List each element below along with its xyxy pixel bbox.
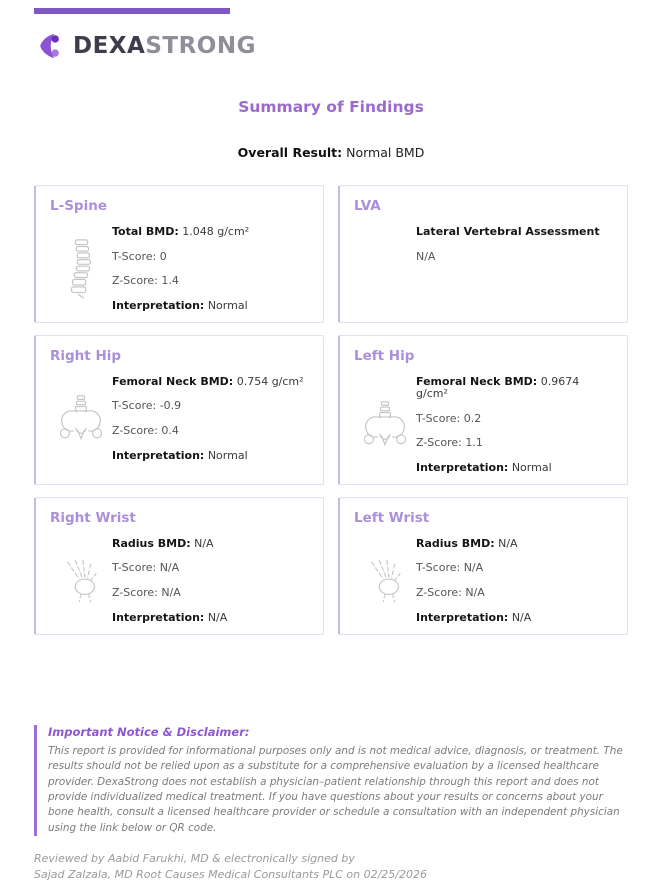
metric-value: N/A bbox=[463, 561, 484, 575]
metric-label: Total BMD: bbox=[112, 225, 179, 238]
metric-value: Normal bbox=[511, 460, 552, 474]
interpretation-row bbox=[112, 450, 309, 462]
card-title: LVA bbox=[354, 198, 381, 214]
hand-icon bbox=[354, 538, 416, 624]
signature-line-1: Reviewed by Aabid Farukhi, MD & electronically signed by bbox=[34, 852, 355, 866]
header-accent-bar bbox=[34, 8, 230, 14]
metric-value: N/A bbox=[194, 536, 214, 550]
card-title: Left Hip bbox=[354, 347, 415, 364]
metric-label: T-Score: bbox=[416, 561, 461, 575]
interpretation-row bbox=[416, 462, 613, 474]
card-right-wrist bbox=[34, 497, 324, 635]
metric-label: T-Score: bbox=[112, 399, 157, 413]
t-score-row bbox=[112, 400, 309, 412]
hand-icon bbox=[50, 538, 112, 624]
card-left-wrist bbox=[338, 497, 628, 635]
lva-value-row bbox=[416, 251, 613, 263]
signature-line-2: Sajad Zalzala, MD Root Causes Medical Consultants PLC on 02/25/2026 bbox=[34, 868, 428, 881]
overall-result-label: Overall Result: bbox=[237, 145, 343, 160]
findings-grid bbox=[34, 185, 628, 635]
metric-label: Radius BMD: bbox=[112, 536, 191, 550]
z-score-row bbox=[416, 437, 613, 449]
card-title: Right Hip bbox=[50, 347, 122, 364]
metric-value: 0 bbox=[159, 249, 167, 263]
metric-label: Interpretation: bbox=[112, 610, 205, 624]
bmd-row bbox=[416, 538, 613, 550]
bmd-row bbox=[112, 226, 309, 238]
metric-value: 0.4 bbox=[161, 424, 179, 438]
metric-label: Lateral Vertebral Assessment bbox=[416, 225, 600, 238]
metric-label: Interpretation: bbox=[112, 448, 205, 462]
metric-label: Femoral Neck BMD: bbox=[416, 374, 538, 388]
interpretation-row bbox=[112, 612, 309, 624]
z-score-row bbox=[112, 275, 309, 287]
metric-value: 1.048 g/cm² bbox=[182, 225, 250, 238]
metric-label: T-Score: bbox=[112, 249, 157, 263]
logo-wordmark bbox=[73, 33, 256, 59]
metric-label: T-Score: bbox=[416, 411, 461, 425]
t-score-row bbox=[416, 562, 613, 574]
metric-value: N/A bbox=[159, 561, 180, 575]
pelvis-icon bbox=[50, 376, 112, 462]
metric-label: Z-Score: bbox=[416, 436, 462, 450]
z-score-row bbox=[416, 587, 613, 599]
metric-value: 1.4 bbox=[161, 274, 179, 288]
metric-value: N/A bbox=[465, 586, 485, 600]
logo-word-primary: DEXA bbox=[73, 33, 146, 59]
card-left-hip bbox=[338, 335, 628, 485]
spine-icon bbox=[50, 226, 112, 312]
empty-icon-slot bbox=[354, 226, 416, 263]
logo bbox=[34, 27, 628, 65]
metric-value: N/A bbox=[498, 536, 518, 550]
overall-result-value: Normal BMD bbox=[346, 145, 425, 160]
metric-value: 0.754 g/cm² bbox=[236, 374, 304, 388]
metric-value: 0.9674 g/cm² bbox=[416, 374, 580, 400]
z-score-row bbox=[112, 425, 309, 437]
card-right-hip bbox=[34, 335, 324, 485]
card-title: Right Wrist bbox=[50, 509, 136, 526]
card-title: L-Spine bbox=[50, 198, 107, 214]
card-l-spine bbox=[34, 185, 324, 323]
metric-value: Normal bbox=[207, 298, 248, 312]
page-title: Summary of Findings bbox=[238, 98, 424, 116]
signature-block bbox=[34, 851, 628, 883]
card-title: Left Wrist bbox=[354, 509, 430, 526]
z-score-row bbox=[112, 587, 309, 599]
metric-label: T-Score: bbox=[112, 561, 157, 575]
metric-value: N/A bbox=[207, 610, 228, 624]
metric-value: 1.1 bbox=[465, 436, 483, 450]
bmd-row bbox=[112, 538, 309, 550]
metric-value: -0.9 bbox=[159, 399, 182, 413]
metric-label: Z-Score: bbox=[112, 424, 158, 438]
metric-label: Z-Score: bbox=[112, 586, 158, 600]
bmd-row bbox=[416, 376, 613, 400]
metric-label: Z-Score: bbox=[112, 274, 158, 288]
overall-result bbox=[34, 145, 628, 160]
metric-value: N/A bbox=[416, 249, 436, 263]
lva-heading-row bbox=[416, 226, 613, 238]
metric-value: N/A bbox=[161, 586, 181, 600]
interpretation-row bbox=[416, 612, 613, 624]
metric-value: Normal bbox=[207, 448, 248, 462]
t-score-row bbox=[112, 562, 309, 574]
metric-value: 0.2 bbox=[463, 411, 482, 425]
metric-label: Femoral Neck BMD: bbox=[112, 374, 234, 388]
metric-value: N/A bbox=[511, 610, 532, 624]
pelvis-icon bbox=[354, 376, 416, 474]
metric-label: Radius BMD: bbox=[416, 536, 495, 550]
metric-label: Interpretation: bbox=[416, 460, 509, 474]
metric-label: Z-Score: bbox=[416, 586, 462, 600]
t-score-row bbox=[416, 413, 613, 425]
interpretation-row bbox=[112, 300, 309, 312]
logo-word-secondary: STRONG bbox=[145, 33, 256, 59]
dexastrong-logo-icon bbox=[34, 30, 64, 62]
t-score-row bbox=[112, 251, 309, 263]
metric-label: Interpretation: bbox=[112, 298, 205, 312]
card-lva bbox=[338, 185, 628, 323]
bmd-row bbox=[112, 376, 309, 388]
disclaimer-section bbox=[34, 725, 628, 836]
disclaimer-title: Important Notice & Disclaimer: bbox=[48, 724, 250, 739]
disclaimer-body: This report is provided for informational purposes only and is not medical advice, diagnosis, or treatment. The results should not be relied upon as a substitute for a comprehensive evaluation by a licensed healthcare provider. DexaStrong does not establish a physician–patient relationship through this report and does not provide individualized medical treatment. If you have questions about your results or concerns about your bone health, consult a licensed healthcare provider or schedule a consultation with an independent physician using the link below or QR code. bbox=[48, 744, 623, 834]
metric-label: Interpretation: bbox=[416, 610, 509, 624]
